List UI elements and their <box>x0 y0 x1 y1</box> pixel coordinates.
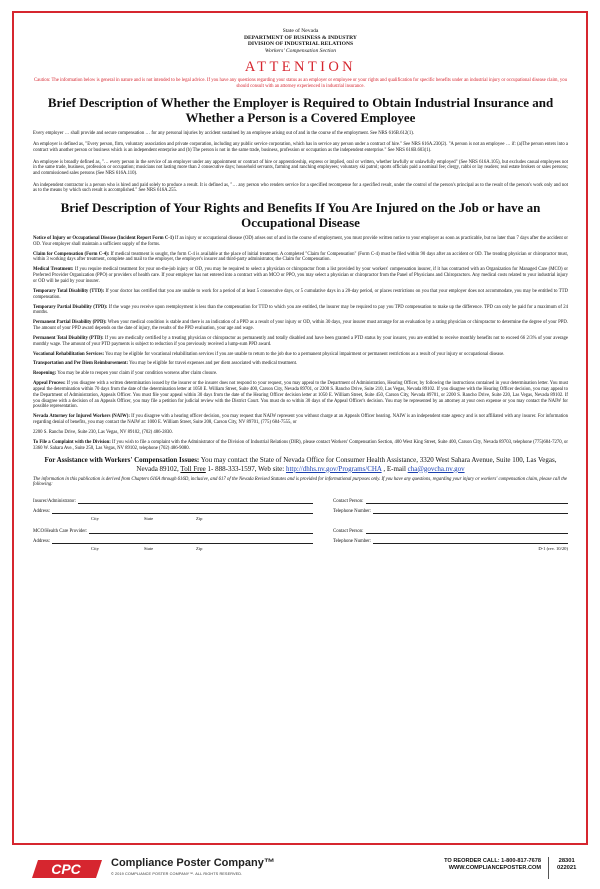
benefit-item-text: If you disagree with a written determination issued by the insurer or the insurer does not respond to your request, you may appeal to the Department of Administration, Hearing Officer, by following the instructions contained in your determination letter. You must appeal the determination within 70 days from the date of the determination letter at 1050 E. William Street, Suite 400, Carson City, Nevada 89701, or 2200 S. Rancho Drive, Suite 210, Las Vegas, Nevada 89102. If you disagree with the Hearing Officer decision, you may appeal to the Department of Administration, Appeals Officer. You must file your appeal within 30 days from the date of the Hearing Officer decision letter at 1050 E. William Street, Suite 450, Carson City, Nevada 89701, or 2200 S. Rancho Drive, Suite 220, Las Vegas, Nevada 89102. If you disagree with a decision of an Appeals Officer, you may file a petition for judicial review with the District Court. You must do so within 30 days of the Appeal Officer's decision. You may be represented by an attorney at your own expense or you may contact the NAIW for possible representation. <box>33 381 568 410</box>
city-label-1: City <box>91 515 99 521</box>
copyright-text: © 2019 COMPLIANCE POSTER COMPANY™. ALL RIGHTS RESERVED. <box>111 872 243 876</box>
benefit-item <box>33 414 568 426</box>
mco-label: MCO/Health Care Provider: <box>33 528 88 534</box>
mco-field[interactable] <box>33 528 333 534</box>
form-row-city-2 <box>33 544 568 554</box>
brand-name: Compliance Poster Company™ <box>111 857 275 869</box>
benefit-item-heading: Reopening: <box>33 371 57 377</box>
section1-body <box>33 131 568 195</box>
agency-header <box>33 28 568 54</box>
zip-label-2: Zip <box>196 546 203 552</box>
reorder-website[interactable]: WWW.COMPLIANCEPOSTER.COM <box>448 865 541 872</box>
footer-divider <box>548 857 549 879</box>
department-name: DEPARTMENT OF BUSINESS & INDUSTRY <box>244 34 357 41</box>
section-name: Workers' Compensation Section <box>264 47 337 54</box>
assistance-text-3: , E-mail <box>381 464 408 473</box>
form-row-address-2 <box>33 534 568 544</box>
footer-bar <box>12 854 588 882</box>
benefit-item-heading: Transportation and Per Diem Reimbursement: <box>33 361 129 367</box>
section2-title: Brief Description of Your Rights and Benefits If You Are Injured on the Job or have an Occupational Disease <box>60 199 541 231</box>
benefit-item-heading: Nevada Attorney for Injured Workers (NAIW): <box>33 414 130 420</box>
contact-person-label-1: Contact Person: <box>333 498 364 504</box>
benefit-item <box>33 371 568 377</box>
assistance-notice <box>33 456 568 474</box>
benefit-item <box>33 236 568 248</box>
benefit-item-heading: Permanent Total Disability (PTD): <box>33 335 104 341</box>
telephone-label-1: Telephone Number: <box>333 508 372 514</box>
contact-person-label-2: Contact Person: <box>333 528 364 534</box>
benefit-item-text: If you disagree with a hearing officer decision, you may request that NAIW represent you without charge at an Appeals Officer hearing. NAIW is an independent state agency and is not affiliated with any insurer. For information regarding denial of benefits, you may contact the NAIW at: 1000 E. William Street, Suite 208, Carson City, NV 89701, (775) 684-7555, or <box>33 414 568 426</box>
form-row-mco <box>33 524 568 534</box>
contact-person-line-2 <box>366 528 568 534</box>
benefit-item-heading: To File a Complaint with the Division: <box>33 439 111 445</box>
toll-free-label: Toll Free <box>180 464 206 473</box>
contact-person-field-2[interactable] <box>333 528 568 534</box>
address-label-2: Address: <box>33 539 51 545</box>
insurer-field[interactable] <box>33 498 333 504</box>
attention-title: ATTENTION <box>244 59 357 76</box>
benefit-item <box>33 305 568 317</box>
form-row-address-1 <box>33 504 568 514</box>
form-revision: D-1 (rev. 10/20) <box>538 546 568 552</box>
benefit-item-text: If the wage you receive upon reemployment is less than the compensation for TTD to which you are entitled, the insurer may be required to pay you TPD compensation to make up the difference. TPD can only be paid for a maximum of 24 months. <box>33 304 568 316</box>
benefit-item <box>33 267 568 285</box>
benefit-item-heading: Claim for Compensation (Form C-4): <box>33 251 110 257</box>
cpc-logo <box>32 857 106 881</box>
informational-note: The information in this publication is derived from Chapters 616A through 616D, inclusive, and 617 of the Nevada Revised Statutes and is provided for informational purposes only. If you have any questions, regarding your injury or workers' compensation claim, please call the following: <box>33 476 568 488</box>
benefit-item-text: You may be able to reopen your claim if your condition worsens after claim closure. <box>56 371 218 377</box>
caution-notice: Caution: The information below is general in nature and is not intended to be legal advice. If you have any questions regarding your status as an employer or employee or your rights and qualification for specific benefits under an industrial injury or occupational disease claim, you should consult with an attorney experienced in industrial insurance. <box>34 78 567 90</box>
benefit-item-text: You may be eligible for vocational rehabilitation services if you are unable to return to the job due to a permanent physical impairment or permanent restrictions as a result of your injury or occupational disease. <box>104 351 505 357</box>
benefit-item-text: If you are medically certified by a treating physician or chiropractor as permanently and totally disabled and have been granted a PTD status by your insurer, you are entitled to receive monthly benefits not to exceed 66 2/3% of your average monthly wage. The amount of your PTD payments is subject to reduction if you previously received a lump-sum PPD award. <box>33 335 569 347</box>
benefit-item-text: 2200 S. Rancho Drive, Suite 230, Las Vegas, NV 89102, (702) 486-2830. <box>33 430 173 435</box>
section1-paragraph: An independent contractor is a person who is hired and paid solely to produce a result. It is defined as, "… any person who renders service for a specified recompense for a specified result, under the control of the person's principal as to the result of the person's work only and not as to the means by which such result is accomplished." See NRS 616A.255. <box>33 182 568 194</box>
benefit-item-text: If an injury or occupational disease (OD) arises out of and in the course of employment, you must provide written notice to your employer as soon as practicable, but no later than 7 days after the accident or OD. Your employer shall maintain a sufficient supply of the forms. <box>33 235 569 247</box>
contact-person-line-1 <box>366 498 568 504</box>
benefit-item-text: If medical treatment is sought, the form C-4 is available at the place of initial treatment. A completed "Claim for Compensation" (Form C-4) must be filed within 90 days after an accident or OD. The treating physician or chiropractor must, within 3 working days after treatment, complete and mail to the employer, the employer's insurer and third-party administrator, the Claim for Compensation. <box>33 251 568 263</box>
section2-body <box>33 236 568 452</box>
insurer-label: Insurer/Administrator: <box>33 498 77 504</box>
benefit-item-heading: Permanent Partial Disability (PPD): <box>33 320 107 326</box>
section1-paragraph: An employer is defined as, "Every person, firm, voluntary association and private corporation, including any public service corporation, which has in service any person under a contract of hire." See NRS 616A.230(2). "A person is not an employee … if: (a)The person enters into a contract with another person or business which is an independent enterprise and (b) The person is not in the same trade, business, profession or occupation as the independent enterprise." See NRS 616B.603(1). <box>33 142 568 154</box>
state-label-1: State <box>144 515 154 521</box>
benefit-item-heading: Vocational Rehabilitation Services: <box>33 351 105 357</box>
poster-code: 28301 <box>558 858 575 864</box>
address-label-1: Address: <box>33 508 51 514</box>
assistance-text-1: You may contact the State of Nevada Office for Consumer Health Assistance, 3320 West Sahara Avenue, Suite 100, Las Vegas, Nevada 89102, <box>136 455 557 473</box>
assistance-heading: For Assistance with Workers' Compensation Issues: <box>44 455 200 464</box>
benefit-item-heading: Temporary Total Disability (TTD): <box>33 288 105 294</box>
benefit-item <box>33 430 568 436</box>
benefit-item <box>33 289 568 301</box>
state-name: State of Nevada <box>282 28 319 34</box>
poster-codes <box>557 858 576 873</box>
section1-paragraph: An employee is broadly defined as, "… every person in the service of an employer under any appointment or contract of hire or apprenticeship, express or implied, oral or written, whether lawfully or unlawfully employed" (See NRS 616A.105), but excludes casual employees not in the same trade, business, profession or occupation; musicians not lasting more than 2 consecutive days; household servants, farming and ranching employees; voluntary ski patrol; sports officials paid a nominal fee; clergy, rabbi or lay readers; real estate brokers or sales persons; and commissioned sales persons (See NRS 616A.110). <box>33 159 568 177</box>
poster-content <box>33 28 568 554</box>
reorder-info <box>396 858 541 873</box>
contact-person-field-1[interactable] <box>333 498 568 504</box>
form-row-city-1 <box>33 514 568 524</box>
state-label-2: State <box>144 546 154 552</box>
contact-form <box>33 493 568 554</box>
benefit-item <box>33 336 568 348</box>
section1-title: Brief Description of Whether the Employer is Required to Obtain Industrial Insurance and Whether a Person is a Covered Employee <box>47 94 554 126</box>
telephone-label-2: Telephone Number: <box>333 539 372 545</box>
assistance-text-2: 1- 888-333-1597, Web site: <box>205 464 286 473</box>
benefit-item <box>33 440 568 452</box>
division-name: DIVISION OF INDUSTRIAL RELATIONS <box>247 41 354 48</box>
benefit-item-text: If you require medical treatment for your on-the-job injury or OD, you may be required to select a physician or chiropractor from a list provided by your workers' compensation insurer, if it has contracted with an Organization for Managed Care (MCO) or Preferred Provider Organization (PPO) or providers of health care. If your employer has not entered into a contract with an MCO or PPO, you may select a physician or chiropractor from the Panel of Physicians and Chiropractors. Any medical costs related to your industrial injury or OD will be paid by your insurer. <box>33 267 569 284</box>
cha-website-link[interactable]: http://dhhs.nv.gov/Programs/CHA <box>285 464 382 473</box>
benefit-item-heading: Appeal Process: <box>33 381 66 387</box>
svg-text:CPC: CPC <box>51 861 81 877</box>
benefit-item <box>33 381 568 410</box>
benefit-item <box>33 352 568 358</box>
form-row-insurer <box>33 493 568 503</box>
benefit-item-text: You may be eligible for travel expenses and per diem associated with medical treatment. <box>128 361 298 367</box>
reorder-phone: TO REORDER CALL: 1-800-817-7678 <box>444 858 541 864</box>
benefit-item-text: If your doctor has certified that you are unable to work for a period of at least 5 consecutive days, or 5 cumulative days in a 20-day period, or places restrictions on you that your employer does not accommodate, you may be entitled to TTD compensation. <box>33 288 568 300</box>
benefit-item-text: When your medical condition is stable and there is an indication of a PPD as a result of your injury or OD, within 30 days, your insurer must arrange for an evaluation by a rating physician or chiropractor to determine the degree of your PPD. The amount of your PPD award depends on the date of injury, the results of the PPD evaluation, your age and wage. <box>33 320 568 332</box>
mco-line <box>89 528 313 534</box>
benefit-item-heading: Notice of Injury or Occupational Disease (Incident Report Form C-1) <box>33 235 174 241</box>
benefit-item <box>33 252 568 264</box>
section1-paragraph: Every employer … shall provide and secure compensation … for any personal injuries by accident sustained by an employee arising out of and in the course of the employment. See NRS 616B.612(1). <box>33 130 414 136</box>
benefit-item-heading: Temporary Partial Disability (TPD): <box>33 304 108 310</box>
benefit-item-heading: Medical Treatment: <box>33 267 74 273</box>
cha-email-link[interactable]: cha@govcha.nv.gov <box>407 464 465 473</box>
poster-date-code: 022021 <box>557 865 577 872</box>
zip-label-1: Zip <box>196 515 203 521</box>
benefit-item <box>33 320 568 332</box>
insurer-line <box>78 498 313 504</box>
benefit-item <box>33 361 568 367</box>
city-label-2: City <box>91 546 99 552</box>
benefit-item-text: If you wish to file a complaint with the Administrator of the Division of Industrial Relations (DIR), please contact Workers' Compensation Section, 400 West King Street, Suite 400, Carson City, Nevada 89703, telephone (775)684-7270, or 3360 W. Sahara Ave., Suite 250, Las Vegas, NV 89102, telephone (702) 486-9080. <box>33 439 568 451</box>
